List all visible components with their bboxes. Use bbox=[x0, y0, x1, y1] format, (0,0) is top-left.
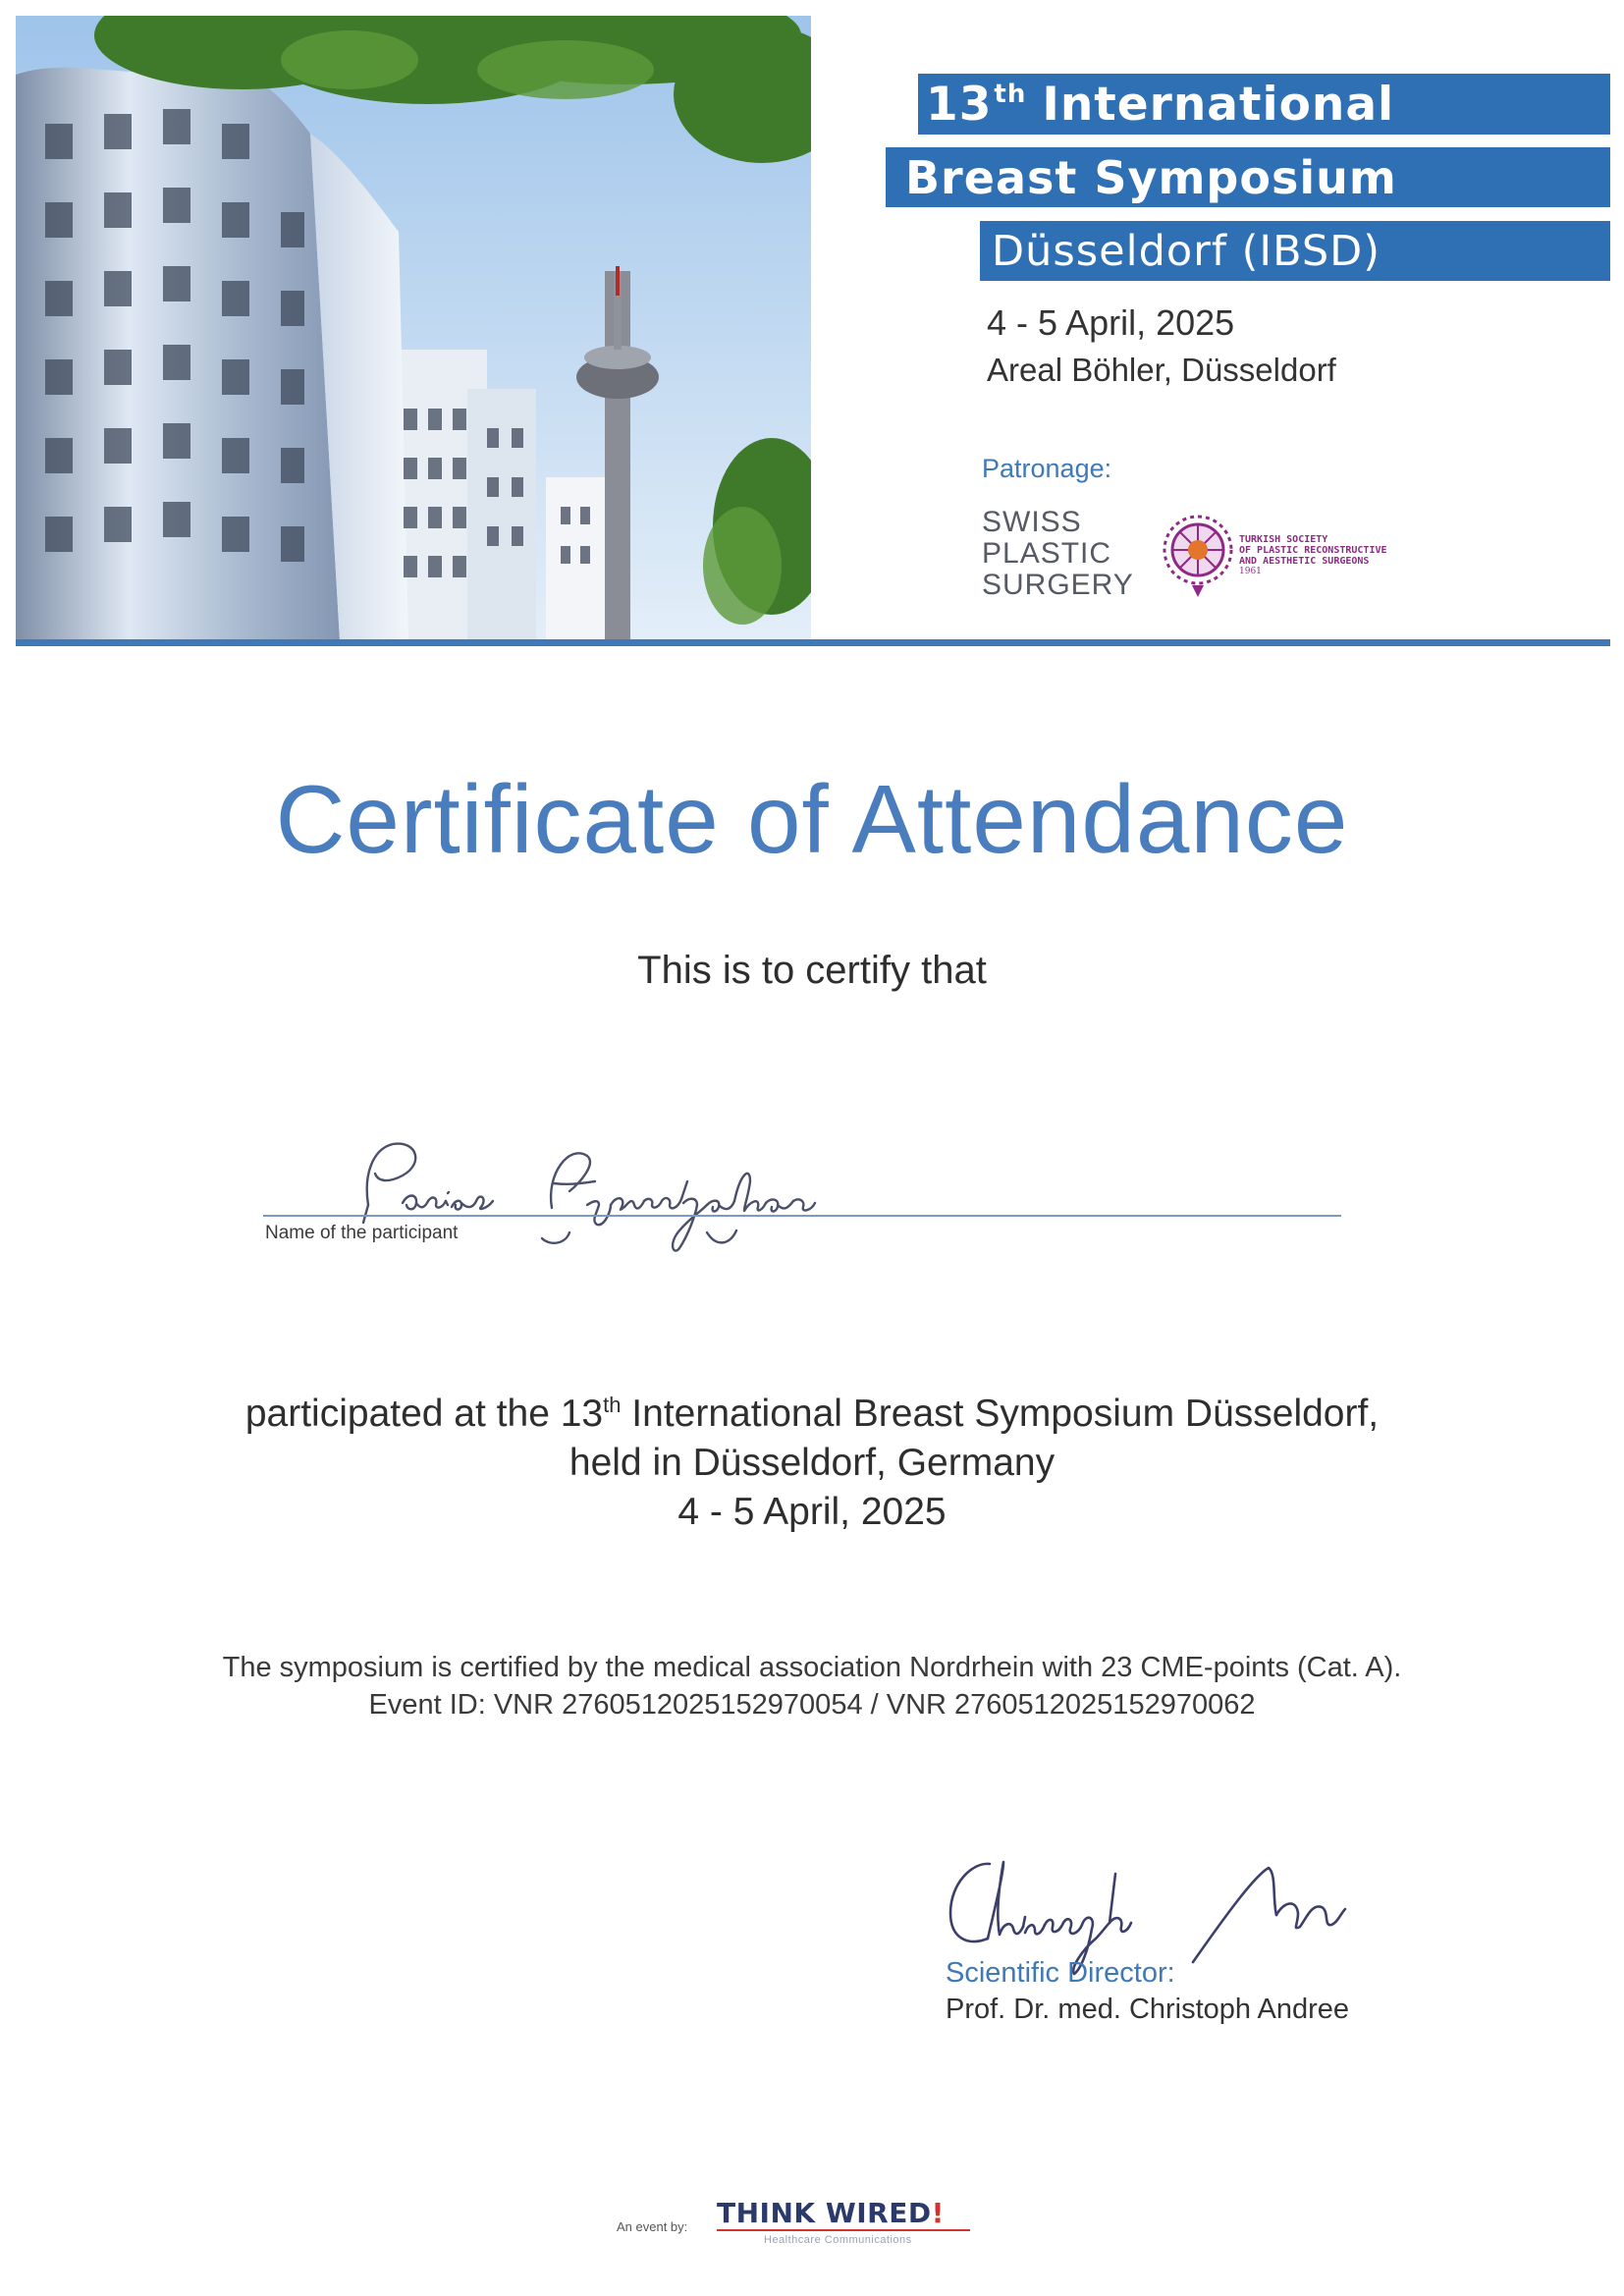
title-ordinal-suffix: th bbox=[994, 80, 1027, 109]
turkish-logo-year: 1961 bbox=[1239, 567, 1262, 576]
swiss-plastic-surgery-logo bbox=[982, 507, 1139, 601]
event-venue: Areal Böhler, Düsseldorf bbox=[987, 352, 1336, 388]
title-international: International bbox=[1042, 77, 1395, 132]
director-role: Scientific Director: bbox=[946, 1957, 1175, 1989]
participation-statement-line-2: held in Düsseldorf, Germany bbox=[568, 1442, 1056, 1484]
thinkwired-logo-bang: ! bbox=[931, 2197, 945, 2229]
event-dates: 4 - 5 April, 2025 bbox=[987, 302, 1235, 343]
thinkwired-logo bbox=[717, 2197, 945, 2229]
thinkwired-logo-underline bbox=[717, 2229, 970, 2231]
patronage-label: Patronage: bbox=[982, 454, 1112, 483]
director-name: Prof. Dr. med. Christoph Andree bbox=[946, 1994, 1350, 2025]
event-id: Event ID: VNR 2760512025152970054 / VNR 2760512025152970062 bbox=[368, 1689, 1256, 1721]
participation-statement-line-1 bbox=[0, 1393, 1624, 1436]
header-photo-dusseldorf bbox=[16, 16, 811, 640]
title-ordinal-number: 13 bbox=[926, 77, 993, 132]
swiss-logo-line: SURGERY bbox=[982, 569, 1134, 601]
symposium-title-line-1 bbox=[918, 74, 1610, 135]
certify-statement: This is to certify that bbox=[637, 949, 987, 992]
thinkwired-logo-tagline: Healthcare Communications bbox=[764, 2234, 912, 2246]
certificate-title: Certificate of Attendance bbox=[275, 765, 1349, 873]
cme-certification-statement: The symposium is certified by the medical association Nordrhein with 23 CME-points (Cat. A). bbox=[222, 1652, 1402, 1683]
turkish-logo-line: OF PLASTIC RECONSTRUCTIVE bbox=[1239, 545, 1387, 556]
thinkwired-logo-text: THINK WIRED bbox=[717, 2197, 932, 2229]
swiss-logo-line: PLASTIC bbox=[982, 537, 1112, 570]
participant-name-line bbox=[263, 1215, 1341, 1217]
swiss-logo-line: SWISS bbox=[982, 506, 1082, 538]
header-divider-rule bbox=[16, 639, 1610, 646]
turkish-logo-line: TURKISH SOCIETY bbox=[1239, 534, 1328, 545]
participation-ordinal-suffix: th bbox=[603, 1393, 622, 1417]
turkish-logo-line: AND AESTHETIC SURGEONS bbox=[1239, 556, 1370, 567]
symposium-title-line-3 bbox=[980, 221, 1610, 281]
turkish-society-logo-text bbox=[1239, 534, 1416, 577]
symposium-title-line-2 bbox=[886, 147, 1610, 207]
participation-statement-dates: 4 - 5 April, 2025 bbox=[677, 1491, 947, 1533]
title-breast-symposium: Breast Symposium bbox=[905, 150, 1397, 204]
participant-name-label: Name of the participant bbox=[265, 1223, 459, 1243]
participation-text: International Breast Symposium Düsseldorf, bbox=[621, 1393, 1380, 1435]
cityscape-illustration bbox=[16, 16, 811, 640]
participation-text: participated at the 13 bbox=[244, 1393, 604, 1435]
title-city-abbrev: Düsseldorf (IBSD) bbox=[992, 226, 1381, 276]
event-by-label: An event by: bbox=[617, 2219, 688, 2234]
